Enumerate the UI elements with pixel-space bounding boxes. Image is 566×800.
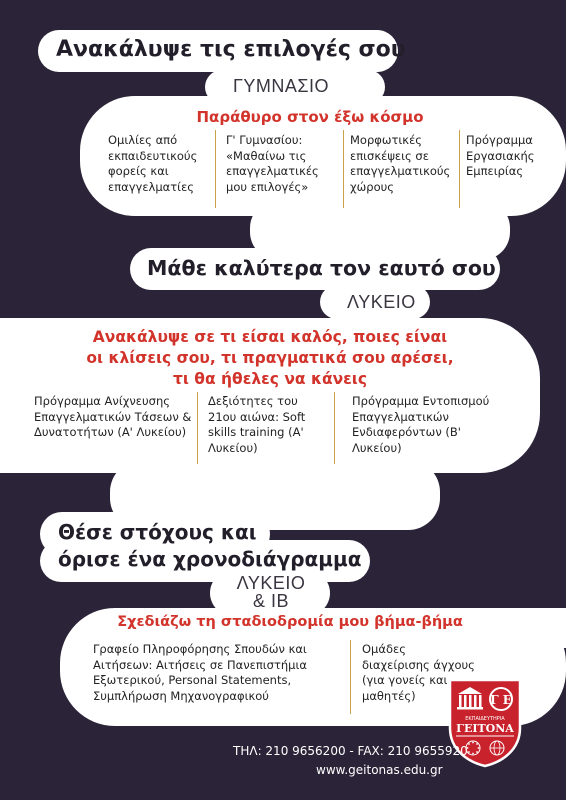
section2-subheading bbox=[40, 327, 500, 390]
section3-stage-line-2: & IB bbox=[252, 591, 289, 611]
section1-item-4: Πρόγραμμα Εργασιακής Εμπειρίας bbox=[466, 133, 535, 178]
divider bbox=[350, 640, 351, 714]
footer-phone: ΤΗΛ: 210 9656200 - FAX: 210 9655920 bbox=[233, 744, 468, 758]
section2-item-3: Πρόγραμμα Εντοπισμού Επαγγελματικών Ενδιαφερόντων (Β' Λυκείου) bbox=[352, 394, 490, 455]
section1-item-2: Γ' Γυμνασίου: «Μαθαίνω τις επαγγελματικές μου επιλογές» bbox=[226, 133, 319, 194]
section2-item-2: Δεξιότητες του 21ου αιώνα: Soft skills training (Α' Λυκείου) bbox=[208, 394, 306, 455]
divider bbox=[459, 130, 460, 208]
section3-item-1: Γραφείο Πληροφόρησης Σπουδών και Αιτήσεων: Αιτήσεις σε Πανεπιστήμια Εξωτερικού, Personal Statements, Συμπλήρωση Μηχανογραφικού bbox=[93, 642, 307, 703]
section3-subheading: Σχεδιάζω τη σταδιοδρομία μου βήμα-βήμα bbox=[117, 614, 463, 630]
section3-stage bbox=[226, 574, 316, 610]
section2-item-1: Πρόγραμμα Ανίχνευσης Επαγγελματικών Τάσεων & Δυνατοτήτων (Α' Λυκείου) bbox=[34, 394, 192, 439]
divider bbox=[215, 130, 216, 208]
section1-subheading: Παράθυρο στον έξω κόσμο bbox=[196, 108, 424, 126]
section2-subheading-line-3: τι θα ήθελες να κάνεις bbox=[172, 370, 368, 388]
section3-heading-line-2: όρισε ένα χρονοδιάγραμμα bbox=[58, 547, 362, 571]
section1-stage: ΓΥΜΝΑΣΙΟ bbox=[233, 76, 330, 96]
footer-website[interactable]: www.geitonas.edu.gr bbox=[316, 763, 443, 777]
section1-heading: Ανακάλυψε τις επιλογές σου bbox=[56, 37, 406, 62]
section1-item-1: Ομιλίες από εκπαιδευτικούς φορείς και επαγγελματίες bbox=[108, 133, 198, 194]
section3-heading-line-1: Θέσε στόχους και bbox=[58, 520, 257, 544]
section2-stage: ΛΥΚΕΙΟ bbox=[347, 292, 416, 312]
divider bbox=[334, 392, 335, 464]
divider bbox=[197, 392, 198, 464]
section3-item-2: Ομάδες διαχείρισης άγχους (για γονείς και μαθητές) bbox=[362, 642, 475, 703]
logo-top-text: ΕΚΠΑΙΔΕΥΤΗΡΙΑ bbox=[465, 716, 505, 722]
divider bbox=[343, 130, 344, 208]
section1-item-3: Μορφωτικές επισκέψεις σε επαγγελματικούς χώρους bbox=[350, 133, 451, 194]
logo-name: ΓΕΙΤΟΝΑ bbox=[456, 722, 514, 735]
section3-stage-line-1: ΛΥΚΕΙΟ bbox=[236, 573, 306, 593]
logo-monogram: Γ Ε bbox=[490, 693, 512, 707]
section2-subheading-line-1: Ανακάλυψε σε τι είσαι καλός, ποιες είναι bbox=[92, 328, 448, 346]
section2-heading: Μάθε καλύτερα τον εαυτό σου bbox=[147, 256, 496, 280]
section2-subheading-line-2: οι κλίσεις σου, τι πραγματικά σου αρέσει, bbox=[86, 349, 454, 367]
